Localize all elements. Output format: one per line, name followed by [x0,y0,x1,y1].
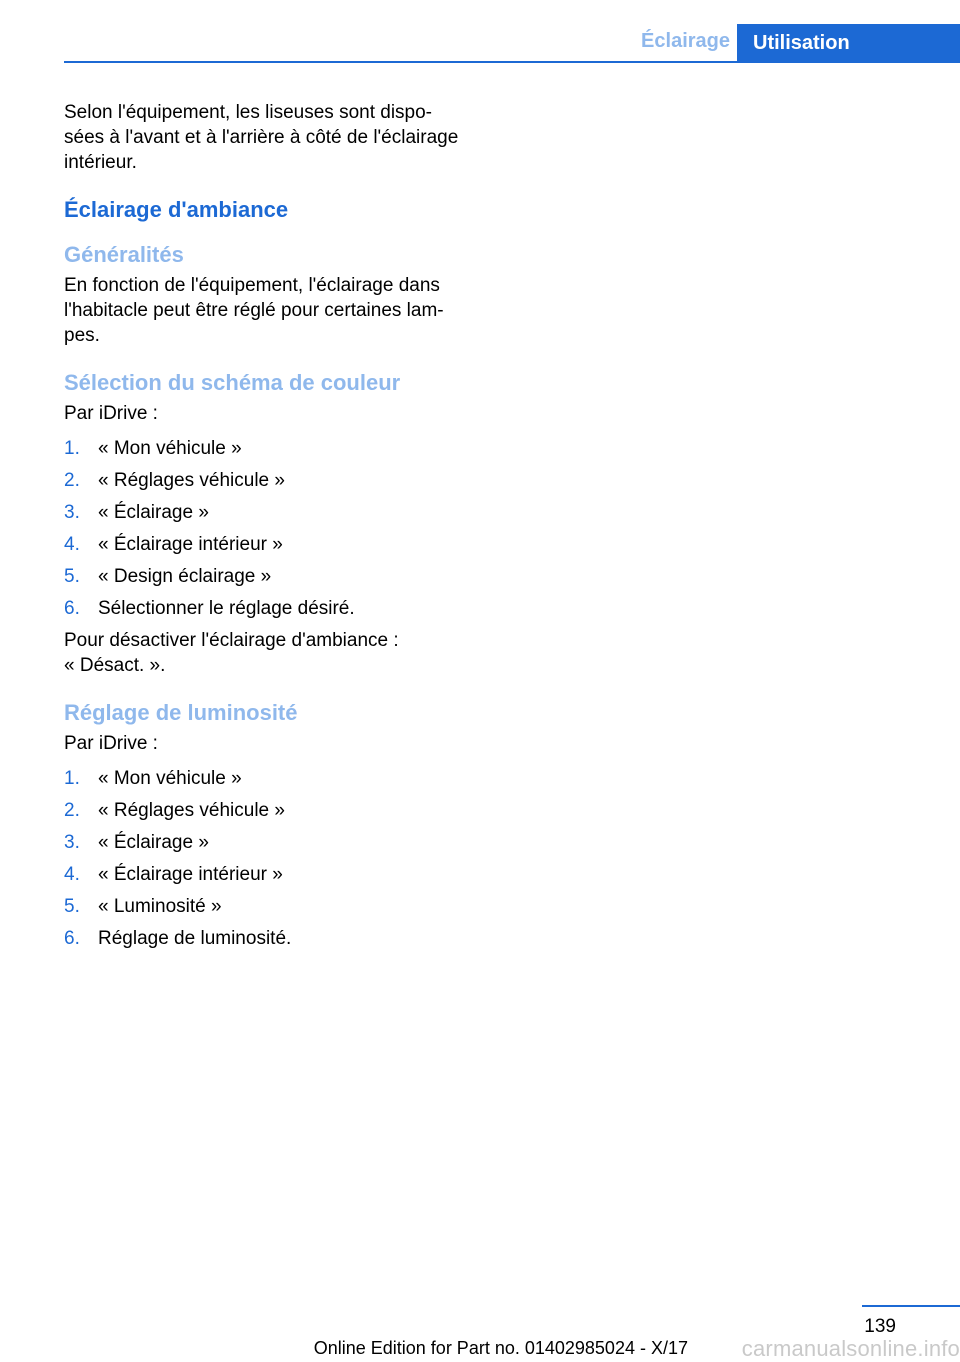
list-item [64,830,484,862]
edition-note: Online Edition for Part no. 01402985024 - X/17 [313,1338,688,1358]
list-item [64,926,484,958]
step-number: 1. [64,768,80,789]
brightness-steps-list [64,766,484,958]
step-number: 5. [64,896,80,917]
step-number: 1. [64,438,80,459]
list-item [64,436,484,468]
step-text: « Design éclairage » [98,566,272,587]
header-chapter-tab: Utilisation [737,24,960,62]
list-item [64,766,484,798]
color-idrive-intro: Par iDrive : [64,403,158,424]
step-text: « Éclairage » [98,502,209,523]
subheading-color-scheme: Sélection du schéma de couleur [64,370,401,395]
step-text: « Luminosité » [98,896,222,917]
deactivate-paragraph: Pour désactiver l'éclairage d'ambiance : « Désact. ». [64,630,399,676]
list-item [64,532,484,564]
step-text: « Éclairage » [98,832,209,853]
subheading-general: Généralités [64,242,184,267]
list-item [64,862,484,894]
list-item [64,564,484,596]
list-item [64,500,484,532]
step-number: 4. [64,864,80,885]
step-number: 4. [64,534,80,555]
color-steps-list [64,436,484,623]
watermark: carmanualsonline.info [741,1336,960,1361]
step-text: « Mon véhicule » [98,438,242,459]
step-text: Réglage de luminosité. [98,928,292,949]
subheading-brightness: Réglage de luminosité [64,700,298,725]
step-text: « Mon véhicule » [98,768,242,789]
intro-paragraph: Selon l'équipement, les liseuses sont dispo‐ sées à l'avant et à l'arrière à côté de l'éclairage intérieur. [64,102,459,173]
step-number: 2. [64,470,80,491]
header-section-title: Éclairage [641,30,730,52]
footer-rule [862,1305,960,1307]
heading-ambient-lighting: Éclairage d'ambiance [64,197,289,222]
step-text: « Éclairage intérieur » [98,864,283,885]
step-number: 2. [64,800,80,821]
step-text: Sélectionner le réglage désiré. [98,598,355,619]
step-number: 3. [64,502,80,523]
step-number: 6. [64,928,80,949]
list-item [64,798,484,830]
page-number: 139 [864,1316,896,1337]
list-item [64,596,484,623]
list-item [64,468,484,500]
step-text: « Éclairage intérieur » [98,534,283,555]
step-number: 3. [64,832,80,853]
step-number: 6. [64,598,80,619]
brightness-idrive-intro: Par iDrive : [64,733,158,754]
step-number: 5. [64,566,80,587]
list-item [64,894,484,926]
general-paragraph: En fonction de l'équipement, l'éclairage dans l'habitacle peut être réglé pour certaines lam‐ pes. [64,275,444,346]
step-text: « Réglages véhicule » [98,800,285,821]
page-content [64,100,484,963]
step-text: « Réglages véhicule » [98,470,285,491]
